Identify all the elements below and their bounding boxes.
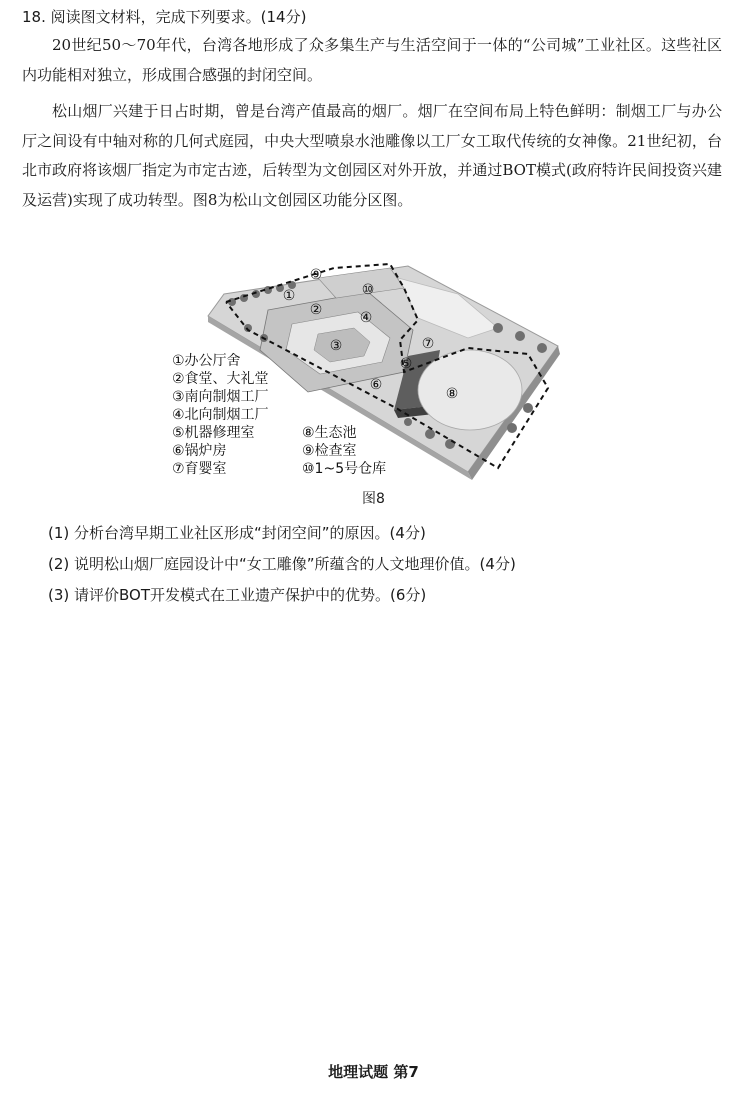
page-footer: 地理试题 第7 — [328, 1063, 419, 1081]
marker-1: ① — [282, 288, 296, 304]
sub-question-1: (1) 分析台湾早期工业社区形成“封闭空间”的原因。(4分) — [48, 524, 426, 542]
legend-column-1 — [172, 352, 269, 478]
sub-question-2: (2) 说明松山烟厂庭园设计中“女工雕像”所蕴含的人文地理价值。(4分) — [48, 555, 516, 573]
legend-item: ①办公厅舍 — [172, 353, 241, 369]
marker-7: ⑦ — [421, 336, 435, 352]
legend-item: ⑨检查室 — [302, 443, 357, 459]
marker-9: ⑨ — [309, 267, 323, 283]
marker-2: ② — [309, 302, 323, 318]
marker-3: ③ — [329, 338, 343, 354]
figure-caption: 图8 — [362, 491, 385, 507]
legend-item: ⑦育婴室 — [172, 461, 227, 477]
material-paragraph-1: 20世纪50～70年代，台湾各地形成了众多集生产与生活空间于一体的“公司城”工业社区。这些社区内功能相对独立，形成围合感强的封闭空间。 — [22, 36, 722, 84]
legend-column-2 — [302, 424, 386, 478]
legend-item: ④北向制烟工厂 — [172, 407, 269, 423]
legend-item: ⑩1~5号仓库 — [302, 461, 387, 477]
marker-8: ⑧ — [445, 386, 459, 402]
marker-5: ⑤ — [399, 356, 413, 372]
marker-6: ⑥ — [369, 377, 383, 393]
question-header: 18. 阅读图文材料，完成下列要求。(14分) — [22, 8, 307, 26]
sub-question-3: (3) 请评价BOT开发模式在工业遗产保护中的优势。(6分) — [48, 586, 427, 604]
legend-item: ③南向制烟工厂 — [172, 389, 269, 405]
marker-4: ④ — [359, 310, 373, 326]
material-paragraph-2: 松山烟厂兴建于日占时期，曾是台湾产值最高的烟厂。烟厂在空间布局上特色鲜明：制烟工厂与办公厅之间设有中轴对称的几何式庭园，中央大型喷泉水池雕像以工厂女工取代传统的女神像。21世纪初，台北市政府将该烟厂指定为市定古迹，后转型为文创园区对外开放，并通过BOT模式(政府特许民间投资兴建及运营)实现了成功转型。图8为松山文创园区功能分区图。 — [22, 102, 722, 209]
legend-item: ⑥锅炉房 — [172, 443, 227, 459]
legend-item: ②食堂、大礼堂 — [172, 371, 269, 387]
marker-10: ⑩ — [361, 282, 375, 298]
legend-item: ⑧生态池 — [302, 425, 357, 441]
legend-item: ⑤机器修理室 — [172, 425, 255, 441]
